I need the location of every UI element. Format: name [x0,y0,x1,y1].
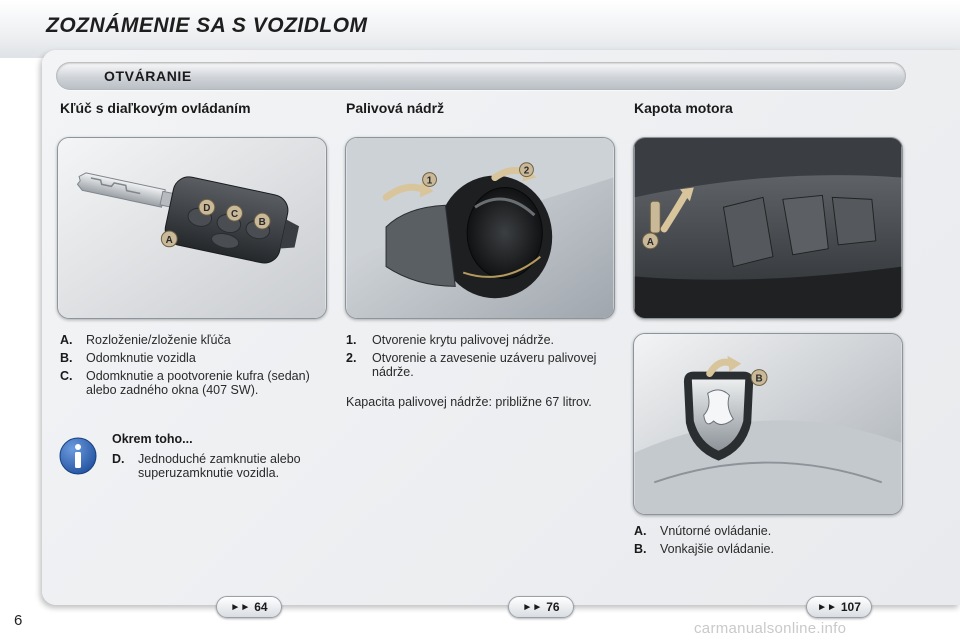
hood-legend-list [634,524,894,560]
list-item: B. Odomknutie vozidla [60,351,196,365]
remote-key-illustration [58,138,326,318]
note-title: Okrem toho... [112,432,193,446]
list-item: 2. Otvorenie a zavesenie uzáveru palivovej nádrže. [346,351,597,379]
fast-forward-icon: ►► [817,601,837,613]
watermark: carmanualsonline.info [694,620,847,637]
key-photo [57,137,327,319]
key-legend-list [60,333,310,401]
note-list [112,452,312,484]
fuel-column-heading: Palivová nádrž [346,100,445,116]
content-panel [42,50,960,605]
list-item: C. Odomknutie a pootvorenie kufra (sedan) alebo zadného okna (407 SW). [60,369,310,397]
front-badge-illustration [634,334,902,514]
page-ref-64-button[interactable]: ►► 64 [216,596,282,618]
label-d: D [203,203,211,215]
list-item: B. Vonkajšie ovládanie. [634,542,774,556]
fast-forward-icon: ►► [230,601,251,613]
page-ref-107-button[interactable]: ►► 107 [806,596,872,618]
label-b-exterior: B [755,373,763,385]
page-title: ZOZNÁMENIE SA S VOZIDLOM [46,14,368,37]
label-b: B [258,217,266,229]
page-number: 6 [14,612,23,629]
label-2: 2 [523,165,530,177]
fuel-legend-list [346,333,616,383]
fuel-photo [345,137,615,319]
label-a-interior: A [646,236,654,248]
list-item: 1. Otvorenie krytu palivovej nádrže. [346,333,555,347]
page-ref-76-button[interactable]: ►► 76 [508,596,574,618]
fuel-filler-illustration [346,138,614,318]
section-title: OTVÁRANIE [104,68,192,84]
label-a: A [165,234,173,246]
list-item: A. Vnútorné ovládanie. [634,524,772,538]
fuel-capacity-text: Kapacita palivovej nádrže: približne 67 litrov. [346,395,592,409]
info-icon [58,436,98,476]
fast-forward-icon: ►► [522,601,543,613]
list-item: A. Rozloženie/zloženie kľúča [60,333,231,347]
hood-column-heading: Kapota motora [634,100,733,116]
hood-interior-photo [633,137,903,319]
interior-lever-illustration [634,138,902,318]
label-1: 1 [426,175,433,187]
label-c: C [230,209,239,221]
hood-exterior-photo [633,333,903,515]
list-item: D. Jednoduché zamknutie alebo superuzamknutie vozidla. [112,452,301,480]
key-column-heading: Kľúč s diaľkovým ovládaním [60,100,251,116]
